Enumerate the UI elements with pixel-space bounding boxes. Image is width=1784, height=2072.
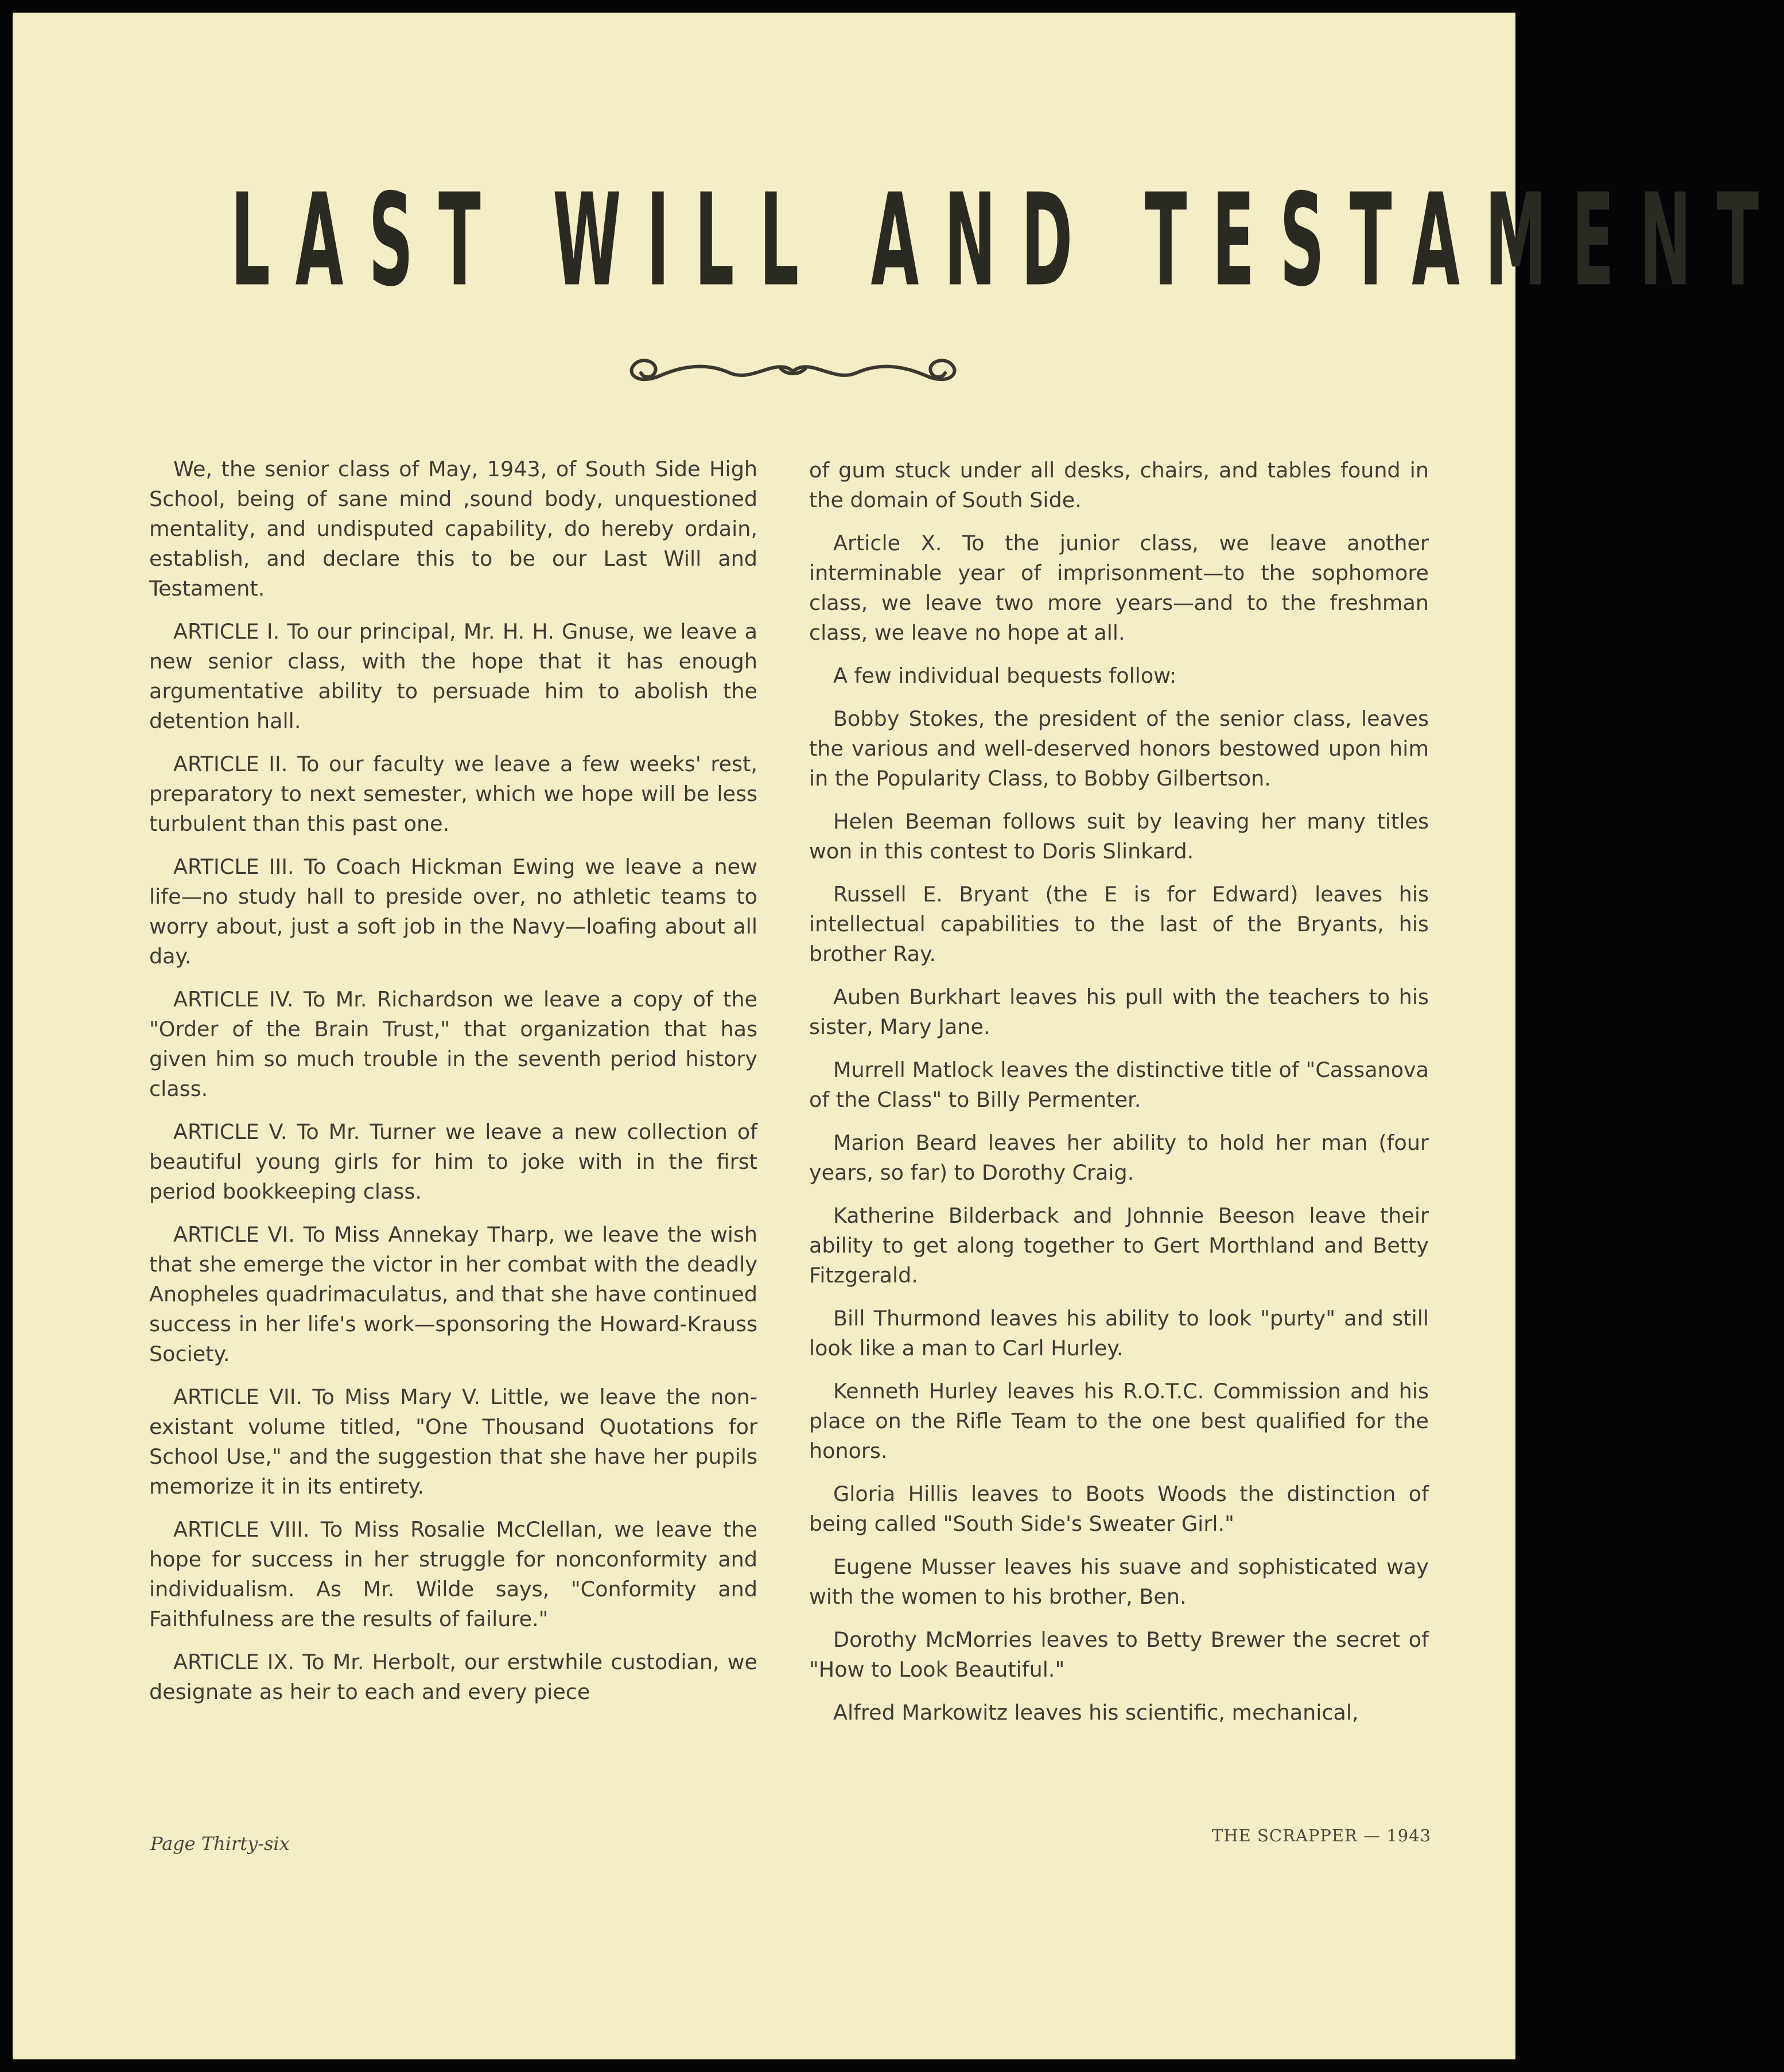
article-paragraph: ARTICLE II. To our faculty we leave a few weeks' rest, preparatory to next semester, which we hope will be less turbulent than this past one. — [149, 752, 757, 836]
page-number: Page Thirty-six — [150, 1833, 290, 1855]
publication-footer: THE SCRAPPER — 1943 — [1212, 1826, 1432, 1845]
bequest-paragraph: Katherine Bilderback and Johnnie Beeson leave their ability to get along together to Gert Morthland and Betty Fitzgerald. — [809, 1203, 1429, 1288]
bequest-paragraph: Dorothy McMorries leaves to Betty Brewer the secret of "How to Look Beautiful." — [809, 1627, 1429, 1682]
bequest-paragraph: Eugene Musser leaves his suave and sophisticated way with the women to his brother, Ben. — [809, 1554, 1429, 1609]
article-paragraph: ARTICLE IX. To Mr. Herbolt, our erstwhile custodian, we designate as heir to each and every piece — [149, 1650, 757, 1704]
bequest-paragraph: Murrell Matlock leaves the distinctive title of "Cassanova of the Class" to Billy Permenter. — [809, 1058, 1429, 1112]
article-paragraph: ARTICLE VIII. To Miss Rosalie McClellan, we leave the hope for success in her struggle for nonconformity and individualism. As Mr. Wilde says, "Conformity and Faithfulness are the results of failure." — [149, 1517, 757, 1631]
article-paragraph: ARTICLE V. To Mr. Turner we leave a new collection of beautiful young girls for him to joke with in the first period bookkeeping class. — [149, 1119, 757, 1204]
bequest-paragraph: Alfred Markowitz leaves his scientific, mechanical, — [833, 1700, 1359, 1725]
article-paragraph: ARTICLE VI. To Miss Annekay Tharp, we leave the wish that she emerge the victor in her combat with the deadly Anopheles quadrimaculatus, and that she have continued success in her life's work—sponsoring the Howard-Krauss Society. — [149, 1222, 757, 1366]
article-paragraph: Article X. To the junior class, we leave another interminable year of imprisonment—to the sophomore class, we leave two more years—and to the freshman class, we leave no hope at all. — [809, 531, 1429, 645]
left-text-column — [149, 454, 757, 1720]
yearbook-page — [13, 13, 1784, 2059]
bequest-paragraph: Helen Beeman follows suit by leaving her many titles won in this contest to Doris Slinkard. — [809, 809, 1429, 864]
article-paragraph: ARTICLE VII. To Miss Mary V. Little, we leave the non-existant volume titled, "One Thousand Quotations for School Use," and the suggestion that she have her pupils memorize it in its entirety. — [149, 1385, 757, 1499]
bequests-intro: A few individual bequests follow: — [833, 663, 1177, 688]
bequest-paragraph: Bill Thurmond leaves his ability to look "purty" and still look like a man to Carl Hurley. — [809, 1306, 1429, 1360]
continuation-paragraph: of gum stuck under all desks, chairs, and tables found in the domain of South Side. — [809, 458, 1429, 512]
bequest-paragraph: Gloria Hillis leaves to Boots Woods the distinction of being called "South Side's Sweater Girl." — [809, 1482, 1429, 1536]
bequest-paragraph: Marion Beard leaves her ability to hold her man (four years, so far) to Dorothy Craig. — [809, 1130, 1429, 1185]
bequest-paragraph: Russell E. Bryant (the E is for Edward) leaves his intellectual capabilities to the last of the Bryants, his brother Ray. — [809, 882, 1429, 966]
scroll-flourish-icon — [621, 345, 965, 403]
page-title: LAST WILL AND TESTAMENT — [231, 168, 1784, 316]
right-text-column — [809, 456, 1429, 1741]
article-paragraph: ARTICLE IV. To Mr. Richardson we leave a copy of the "Order of the Brain Trust," that organization that has given him so much trouble in the seventh period history class. — [149, 987, 757, 1101]
bequest-paragraph: Bobby Stokes, the president of the senior class, leaves the various and well-deserved honors bestowed upon him in the Popularity Class, to Bobby Gilbertson. — [809, 706, 1429, 791]
preamble-paragraph: We, the senior class of May, 1943, of South Side High School, being of sane mind ,sound body, unquestioned mentality, and undisputed capability, do hereby ordain, establish, and declare this to be our Last Will and Testament. — [149, 457, 757, 601]
bequest-paragraph: Kenneth Hurley leaves his R.O.T.C. Commission and his place on the Rifle Team to the one best qualified for the honors. — [809, 1379, 1429, 1463]
article-paragraph: ARTICLE III. To Coach Hickman Ewing we leave a new life—no study hall to preside over, no athletic teams to worry about, just a soft job in the Navy—loafing about all day. — [149, 854, 757, 969]
bequest-paragraph: Auben Burkhart leaves his pull with the teachers to his sister, Mary Jane. — [809, 985, 1429, 1039]
article-paragraph: ARTICLE I. To our principal, Mr. H. H. Gnuse, we leave a new senior class, with the hope that it has enough argumentative ability to persuade him to abolish the detention hall. — [149, 619, 757, 733]
